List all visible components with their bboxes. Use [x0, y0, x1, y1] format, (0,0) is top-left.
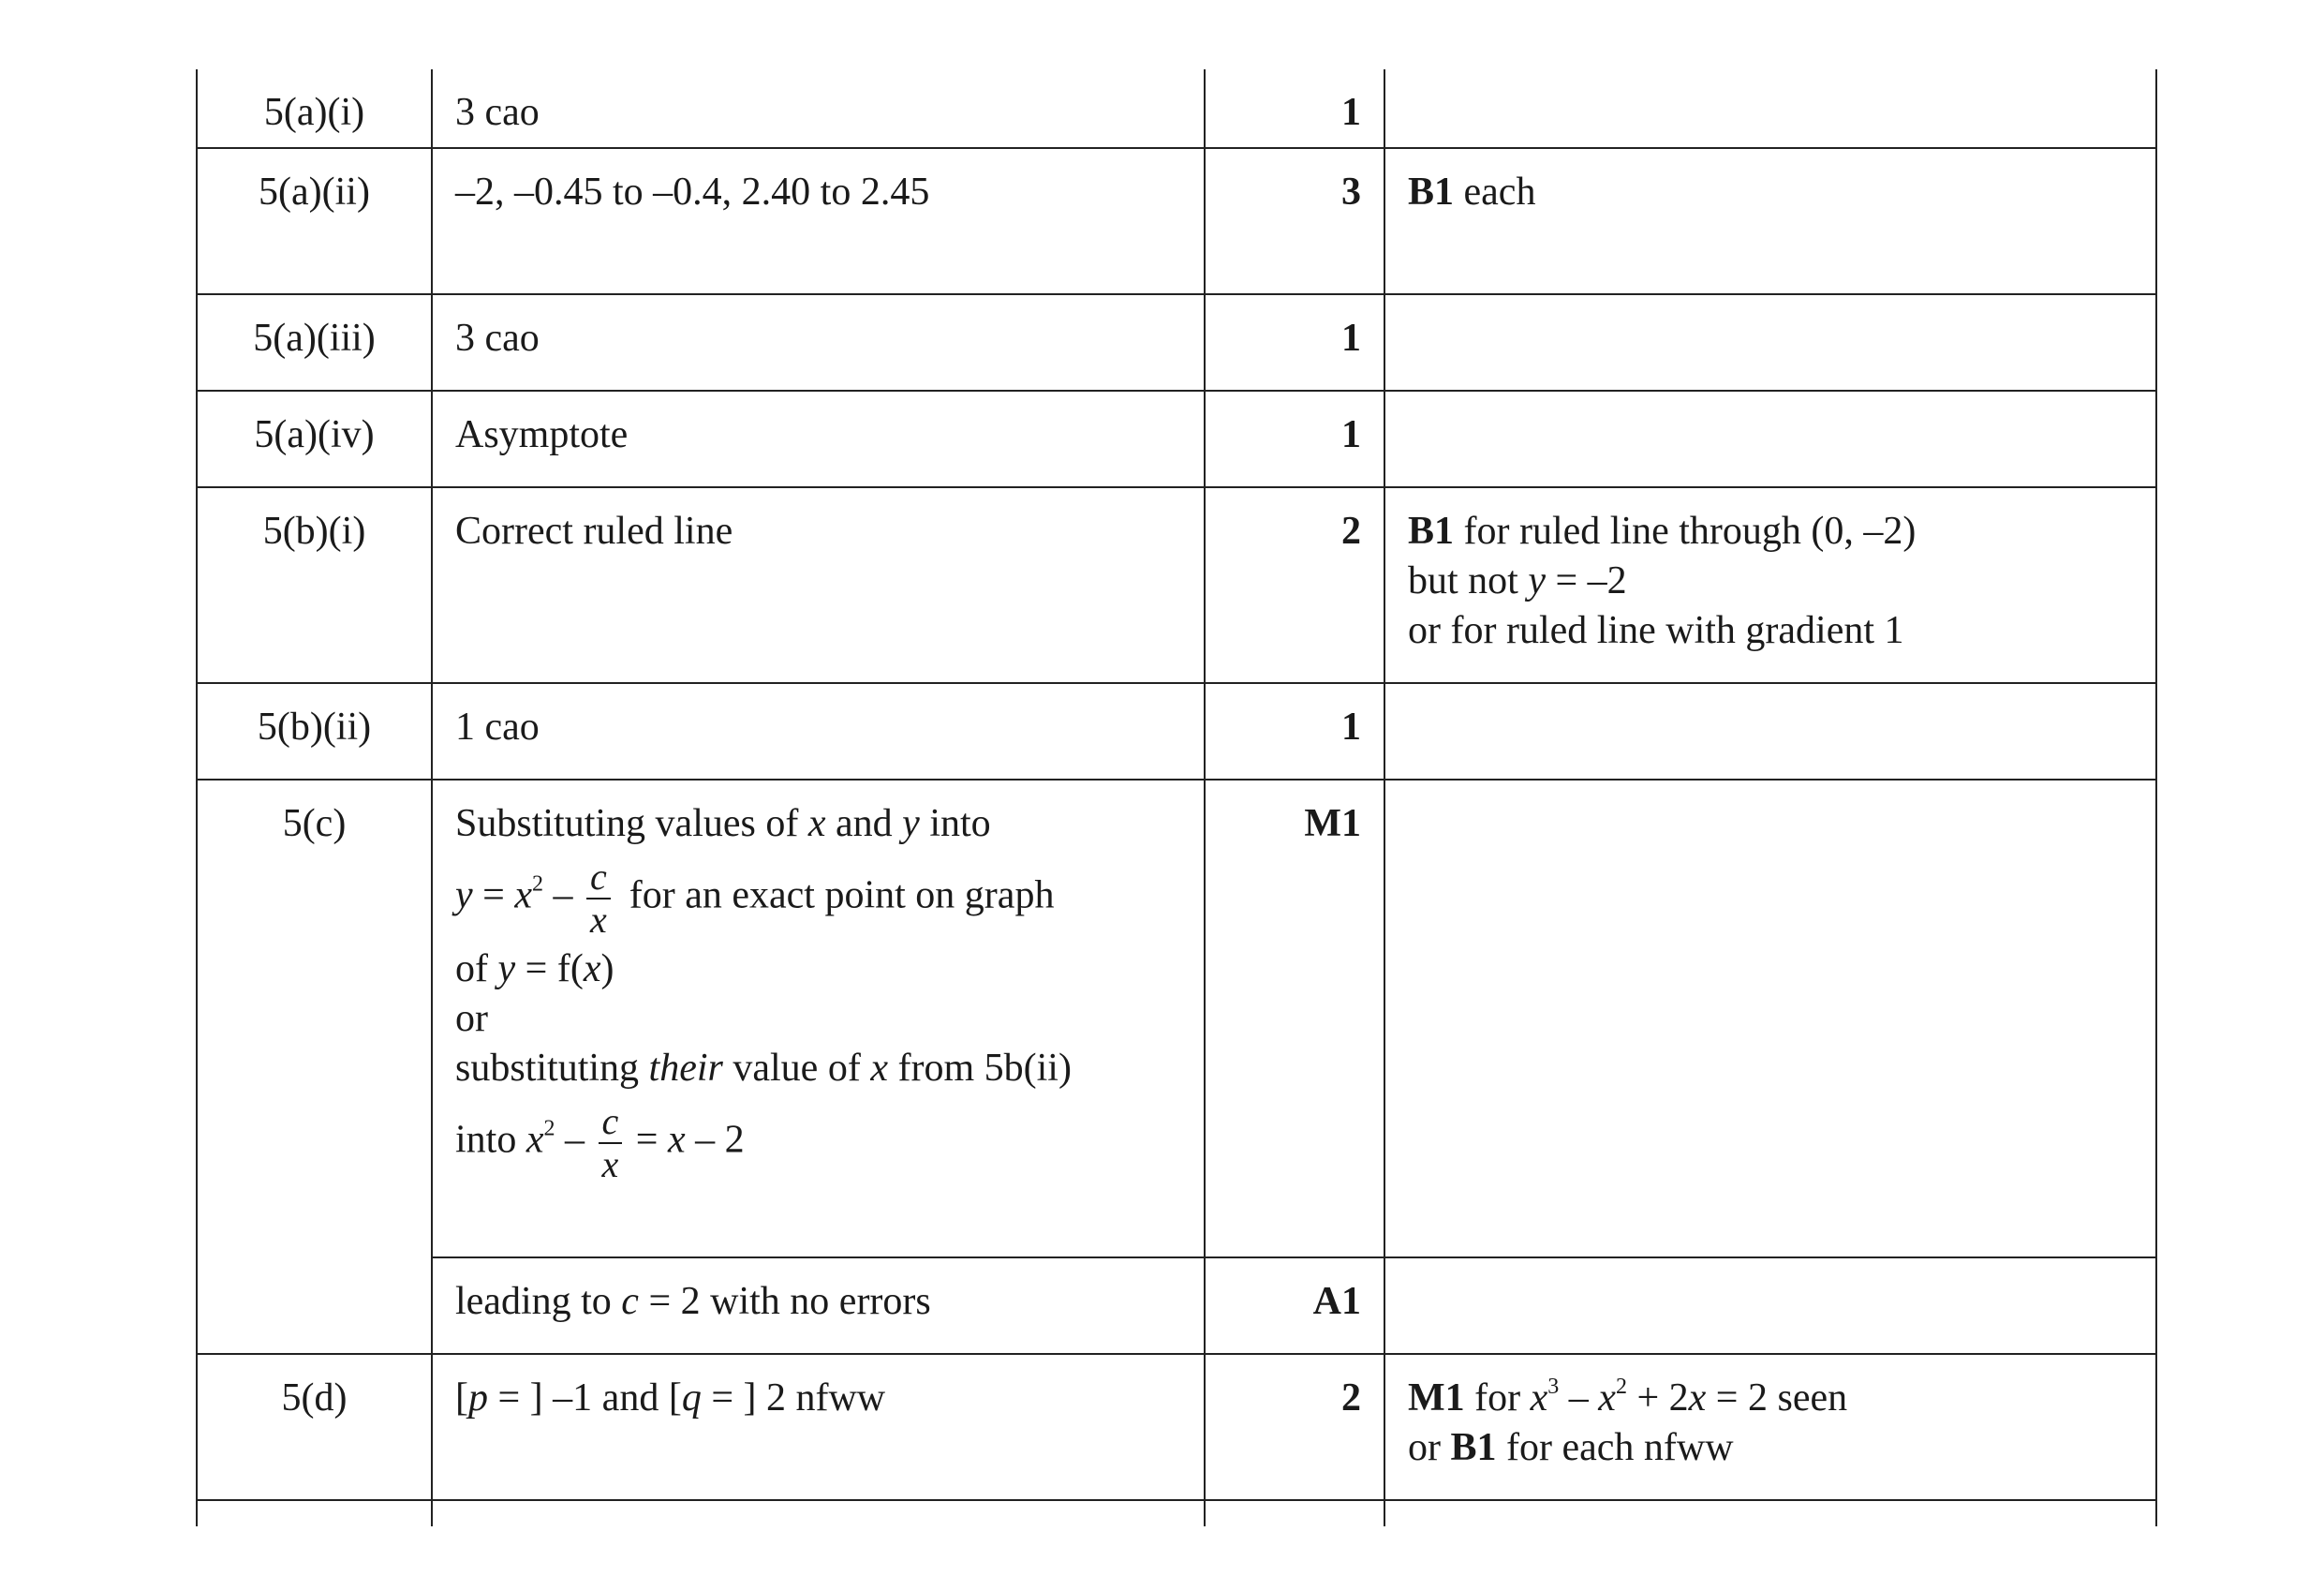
guidance-cell — [1384, 148, 2156, 294]
question-cell: 5(a)(i) — [197, 69, 432, 148]
variable: x — [1530, 1376, 1548, 1420]
question-cell — [197, 1500, 432, 1526]
question-cell: 5(b)(ii) — [197, 683, 432, 780]
variable: x — [525, 1118, 544, 1162]
answer-text: Substituting values of — [455, 802, 808, 845]
guidance-text: but not — [1408, 559, 1529, 602]
mark-code: B1 — [1450, 1426, 1497, 1469]
guidance-cell — [1384, 69, 2156, 148]
marks-cell: 3 — [1205, 148, 1384, 294]
marks-cell: 1 — [1205, 683, 1384, 780]
exponent: 2 — [543, 1116, 555, 1141]
variable: q — [681, 1376, 702, 1420]
answer-line — [455, 944, 1181, 994]
variable: y — [902, 802, 920, 845]
variable: x — [1598, 1376, 1616, 1420]
formula-line — [455, 856, 1181, 941]
answer-text: into — [919, 802, 991, 845]
guidance-line — [1408, 507, 2133, 557]
question-cell: 5(d) — [197, 1354, 432, 1500]
table-row-continuation — [197, 1500, 2156, 1526]
answer-cell: 3 cao — [432, 294, 1205, 391]
table-row — [197, 69, 2156, 148]
table-row — [197, 780, 2156, 1257]
variable: y — [455, 873, 473, 917]
answer-text: and — [825, 802, 903, 845]
guidance-text: = 2 seen — [1706, 1376, 1848, 1420]
answer-text: = 2 with no errors — [638, 1280, 931, 1323]
answer-cell — [432, 780, 1205, 1257]
answer-text: = f( — [515, 947, 584, 990]
answer-text: ) — [600, 947, 614, 990]
answer-text: substituting — [455, 1047, 649, 1090]
answer-cell — [432, 1354, 1205, 1500]
exponent: 2 — [1615, 1375, 1627, 1399]
variable: x — [667, 1118, 686, 1162]
denominator: x — [590, 899, 607, 941]
answer-text: leading to — [455, 1280, 622, 1323]
table-row — [197, 148, 2156, 294]
mark-code: B1 — [1408, 510, 1455, 553]
marks-cell: 1 — [1205, 294, 1384, 391]
guidance-text: = –2 — [1546, 559, 1627, 602]
table-row — [197, 1354, 2156, 1500]
marks-cell: 2 — [1205, 487, 1384, 683]
table-row — [197, 683, 2156, 780]
variable: y — [497, 947, 516, 990]
guidance-line — [1408, 1423, 2133, 1473]
variable: x — [807, 802, 826, 845]
answer-cell: –2, –0.45 to –0.4, 2.40 to 2.45 — [432, 148, 1205, 294]
answer-cell — [432, 1500, 1205, 1526]
table-row — [197, 294, 2156, 391]
numerator: c — [586, 856, 611, 900]
numerator: c — [599, 1101, 623, 1144]
guidance-text: for ruled line through (0, –2) — [1454, 510, 1917, 553]
operator: – — [555, 1118, 595, 1162]
guidance-line: or for ruled line with gradient 1 — [1408, 609, 1904, 652]
question-cell: 5(b)(i) — [197, 487, 432, 683]
fraction — [599, 1101, 623, 1185]
answer-text: = ] –1 and [ — [488, 1376, 682, 1420]
guidance-cell — [1384, 683, 2156, 780]
guidance-cell — [1384, 1500, 2156, 1526]
operator: = — [626, 1118, 668, 1162]
table-row — [197, 391, 2156, 487]
guidance-text: for — [1464, 1376, 1531, 1420]
answer-cell — [432, 1257, 1205, 1354]
variable: p — [468, 1376, 488, 1420]
answer-cell: 1 cao — [432, 683, 1205, 780]
operator: = — [472, 873, 515, 917]
mark-code: M1 — [1408, 1376, 1465, 1420]
mark-scheme-table — [196, 69, 2157, 1526]
answer-line — [455, 1044, 1181, 1093]
fraction — [586, 856, 611, 941]
answer-cell: Correct ruled line — [432, 487, 1205, 683]
guidance-cell — [1384, 391, 2156, 487]
question-cell: 5(c) — [197, 780, 432, 1354]
marks-cell: 1 — [1205, 69, 1384, 148]
guidance-cell — [1384, 1257, 2156, 1354]
operator: – — [543, 873, 583, 917]
question-cell: 5(a)(iii) — [197, 294, 432, 391]
answer-text: into — [455, 1118, 526, 1162]
guidance-text: each — [1454, 171, 1536, 214]
emphasis: their — [648, 1047, 723, 1090]
guidance-line — [1408, 1374, 2133, 1423]
variable: c — [621, 1280, 639, 1323]
variable: x — [583, 947, 601, 990]
marks-cell: A1 — [1205, 1257, 1384, 1354]
formula-line — [455, 1101, 1181, 1185]
exponent: 3 — [1547, 1375, 1560, 1399]
answer-line: or — [455, 997, 488, 1040]
marks-cell: 2 — [1205, 1354, 1384, 1500]
guidance-cell — [1384, 487, 2156, 683]
table-row — [197, 487, 2156, 683]
operator: – — [1559, 1376, 1599, 1420]
variable: x — [1688, 1376, 1707, 1420]
guidance-line — [1408, 557, 2133, 606]
operator: + 2 — [1626, 1376, 1689, 1420]
answer-text: [ — [455, 1376, 468, 1420]
table-row — [197, 1257, 2156, 1354]
question-cell: 5(a)(iv) — [197, 391, 432, 487]
answer-text: for an exact point on graph — [629, 873, 1055, 917]
mark-code: B1 — [1408, 171, 1455, 214]
guidance-cell — [1384, 1354, 2156, 1500]
marks-cell: M1 — [1205, 780, 1384, 1257]
variable: x — [514, 873, 532, 917]
guidance-text: for each nfww — [1496, 1426, 1734, 1469]
question-cell: 5(a)(ii) — [197, 148, 432, 294]
guidance-text: or — [1408, 1426, 1451, 1469]
guidance-cell — [1384, 780, 2156, 1257]
answer-text: from 5b(ii) — [887, 1047, 1072, 1090]
answer-text: of — [455, 947, 498, 990]
variable: y — [1528, 559, 1546, 602]
marks-cell — [1205, 1500, 1384, 1526]
marks-cell: 1 — [1205, 391, 1384, 487]
variable: x — [870, 1047, 888, 1090]
answer-cell: Asymptote — [432, 391, 1205, 487]
guidance-cell — [1384, 294, 2156, 391]
answer-cell: 3 cao — [432, 69, 1205, 148]
exponent: 2 — [532, 871, 543, 897]
answer-line — [455, 799, 1181, 849]
answer-text: = ] 2 nfww — [701, 1376, 886, 1420]
denominator: x — [601, 1143, 619, 1185]
answer-text: value of — [722, 1047, 871, 1090]
answer-text: – 2 — [685, 1118, 745, 1162]
